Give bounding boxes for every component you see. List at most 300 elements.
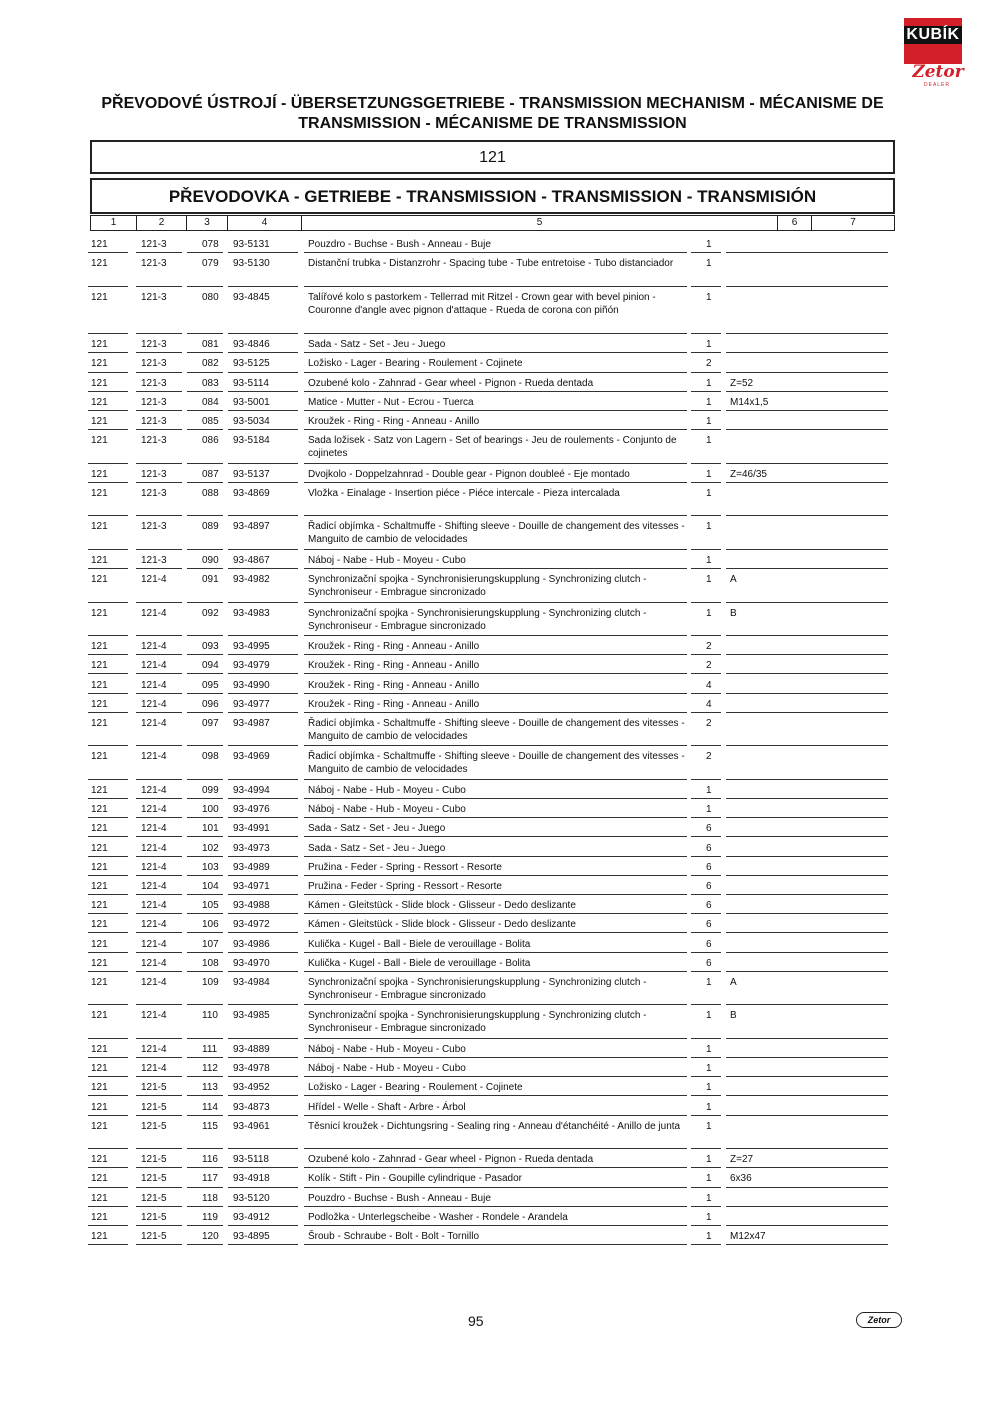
quantity-cell: 2 bbox=[706, 717, 712, 729]
subgroup-cell: 121-4 bbox=[141, 751, 167, 763]
position-cell: 100 bbox=[202, 804, 219, 816]
subgroup-cell: 121-4 bbox=[141, 660, 167, 672]
quantity-cell: 1 bbox=[706, 1010, 712, 1022]
table-row bbox=[0, 914, 991, 933]
part-number-cell: 93-4971 bbox=[233, 880, 270, 892]
subgroup-cell: 121-5 bbox=[141, 1082, 167, 1094]
position-cell: 113 bbox=[202, 1082, 218, 1094]
subgroup-cell: 121-3 bbox=[141, 435, 167, 447]
quantity-cell: 6 bbox=[706, 861, 712, 873]
part-number-cell: 93-4978 bbox=[233, 1063, 270, 1075]
part-number-cell: 93-4979 bbox=[233, 660, 270, 672]
part-number-cell: 93-4989 bbox=[233, 861, 270, 873]
table-row bbox=[0, 655, 991, 674]
group-cell: 121 bbox=[91, 1082, 108, 1094]
description-cell: Matice - Mutter - Nut - Ecrou - Tuerca bbox=[308, 396, 474, 408]
part-number-cell: 93-5130 bbox=[233, 258, 270, 270]
zetor-footer-logo: Zetor bbox=[856, 1312, 902, 1328]
description-cell: Distanční trubka - Distanzrohr - Spacing tube - Tube entretoise - Tubo distanciador bbox=[308, 258, 674, 270]
description-cell: Ložisko - Lager - Bearing - Roulement - Cojinete bbox=[308, 1082, 523, 1094]
description-cell: Kroužek - Ring - Ring - Anneau - Anillo bbox=[308, 641, 480, 653]
group-cell: 121 bbox=[91, 976, 108, 988]
position-cell: 106 bbox=[202, 919, 219, 931]
table-row bbox=[0, 287, 991, 335]
position-cell: 091 bbox=[202, 574, 219, 586]
position-cell: 090 bbox=[202, 554, 219, 566]
position-cell: 093 bbox=[202, 641, 219, 653]
subgroup-cell: 121-4 bbox=[141, 641, 167, 653]
position-cell: 101 bbox=[202, 823, 219, 835]
group-cell: 121 bbox=[91, 900, 108, 912]
description-cell: Náboj - Nabe - Hub - Moyeu - Cubo bbox=[308, 1043, 466, 1055]
table-row bbox=[0, 464, 991, 483]
table-row bbox=[0, 953, 991, 972]
group-cell: 121 bbox=[91, 468, 108, 480]
part-number-cell: 93-4976 bbox=[233, 804, 270, 816]
subgroup-cell: 121-4 bbox=[141, 919, 167, 931]
description-cell: Kroužek - Ring - Ring - Anneau - Anillo bbox=[308, 660, 480, 672]
kubik-zetor-logo bbox=[904, 18, 966, 88]
quantity-cell: 1 bbox=[706, 1082, 712, 1094]
group-cell: 121 bbox=[91, 607, 108, 619]
part-number-cell: 93-4977 bbox=[233, 698, 270, 710]
quantity-cell: 2 bbox=[706, 751, 712, 763]
group-cell: 121 bbox=[91, 679, 108, 691]
group-cell: 121 bbox=[91, 554, 108, 566]
part-number-cell: 93-4912 bbox=[233, 1211, 270, 1223]
kubik-logo-text: KUBÍK bbox=[904, 26, 962, 44]
part-number-cell: 93-4897 bbox=[233, 521, 270, 533]
table-row bbox=[0, 334, 991, 353]
position-cell: 108 bbox=[202, 957, 219, 969]
description-cell: Sada - Satz - Set - Jeu - Juego bbox=[308, 842, 446, 854]
quantity-cell: 1 bbox=[706, 396, 712, 408]
subgroup-cell: 121-4 bbox=[141, 1010, 167, 1022]
subgroup-cell: 121-4 bbox=[141, 976, 167, 988]
subgroup-cell: 121-3 bbox=[141, 239, 167, 250]
description-cell: Kroužek - Ring - Ring - Anneau - Anillo bbox=[308, 416, 480, 427]
position-cell: 084 bbox=[202, 396, 219, 408]
position-cell: 099 bbox=[202, 784, 219, 796]
group-cell: 121 bbox=[91, 1010, 108, 1022]
part-number-cell: 93-4867 bbox=[233, 554, 270, 566]
quantity-cell: 2 bbox=[706, 660, 712, 672]
column-header-4: 4 bbox=[228, 216, 302, 230]
subgroup-cell: 121-3 bbox=[141, 291, 167, 303]
table-row bbox=[0, 1226, 991, 1245]
row-underline bbox=[228, 1244, 298, 1245]
description-cell: Vložka - Einalage - Insertion piéce - Piéce intercale - Pieza intercalada bbox=[308, 487, 620, 499]
description-cell: Pouzdro - Buchse - Bush - Anneau - Buje bbox=[308, 1192, 491, 1204]
quantity-cell: 6 bbox=[706, 880, 712, 892]
quantity-cell: 1 bbox=[706, 1063, 712, 1075]
group-cell: 121 bbox=[91, 641, 108, 653]
description-cell: Dvojkolo - Doppelzahnrad - Double gear - Pignon doubleé - Eje montado bbox=[308, 468, 630, 480]
position-cell: 082 bbox=[202, 358, 219, 370]
group-number-box bbox=[90, 140, 895, 174]
subgroup-cell: 121-5 bbox=[141, 1154, 167, 1166]
subgroup-cell: 121-4 bbox=[141, 679, 167, 691]
position-cell: 102 bbox=[202, 842, 219, 854]
description-cell: Kulička - Kugel - Ball - Biele de verouillage - Bolita bbox=[308, 938, 531, 950]
subgroup-cell: 121-5 bbox=[141, 1231, 167, 1242]
section-title: PŘEVODOVKA - GETRIEBE - TRANSMISSION - TRANSMISSION - TRANSMISIÓN bbox=[168, 187, 817, 206]
position-cell: 087 bbox=[202, 468, 219, 480]
position-cell: 088 bbox=[202, 487, 219, 499]
column-header-5: 5 bbox=[302, 216, 778, 230]
page-number: 95 bbox=[468, 1313, 484, 1329]
table-row bbox=[0, 1058, 991, 1077]
group-cell: 121 bbox=[91, 1231, 108, 1242]
table-row bbox=[0, 895, 991, 914]
part-number-cell: 93-4918 bbox=[233, 1173, 270, 1185]
subgroup-cell: 121-3 bbox=[141, 487, 167, 499]
note-cell: B bbox=[730, 607, 737, 619]
part-number-cell: 93-5034 bbox=[233, 416, 270, 427]
quantity-cell: 6 bbox=[706, 919, 712, 931]
part-number-cell: 93-4991 bbox=[233, 823, 270, 835]
description-cell: Synchronizační spojka - Synchronisierungskupplung - Synchronizing clutch - Synchroniseur - Embrague sincronizado bbox=[308, 607, 647, 632]
subgroup-cell: 121-4 bbox=[141, 861, 167, 873]
table-row bbox=[0, 1039, 991, 1058]
column-header-2: 2 bbox=[137, 216, 187, 230]
quantity-cell: 1 bbox=[706, 804, 712, 816]
subgroup-cell: 121-3 bbox=[141, 358, 167, 370]
group-cell: 121 bbox=[91, 291, 108, 303]
position-cell: 098 bbox=[202, 751, 219, 763]
group-cell: 121 bbox=[91, 1101, 108, 1113]
description-cell: Synchronizační spojka - Synchronisierungskupplung - Synchronizing clutch - Synchroniseur - Embrague sincronizado bbox=[308, 574, 647, 599]
quantity-cell: 1 bbox=[706, 1211, 712, 1223]
quantity-cell: 2 bbox=[706, 641, 712, 653]
position-cell: 092 bbox=[202, 607, 219, 619]
quantity-cell: 1 bbox=[706, 976, 712, 988]
table-row bbox=[0, 857, 991, 876]
description-cell: Hřídel - Welle - Shaft - Arbre - Árbol bbox=[308, 1101, 466, 1113]
quantity-cell: 6 bbox=[706, 900, 712, 912]
part-number-cell: 93-4982 bbox=[233, 574, 270, 586]
group-cell: 121 bbox=[91, 377, 108, 389]
part-number-cell: 93-4986 bbox=[233, 938, 270, 950]
table-row bbox=[0, 1077, 991, 1096]
section-title-box bbox=[90, 178, 895, 214]
part-number-cell: 93-4970 bbox=[233, 957, 270, 969]
note-cell: B bbox=[730, 1010, 737, 1022]
group-number: 121 bbox=[479, 149, 506, 166]
subgroup-cell: 121-4 bbox=[141, 1063, 167, 1075]
quantity-cell: 1 bbox=[706, 487, 712, 499]
part-number-cell: 93-4961 bbox=[233, 1120, 270, 1132]
quantity-cell: 1 bbox=[706, 339, 712, 351]
quantity-cell: 1 bbox=[706, 1173, 712, 1185]
position-cell: 117 bbox=[202, 1173, 218, 1185]
subgroup-cell: 121-3 bbox=[141, 554, 167, 566]
table-row bbox=[0, 972, 991, 1006]
part-number-cell: 93-4972 bbox=[233, 919, 270, 931]
quantity-cell: 1 bbox=[706, 239, 712, 250]
position-cell: 105 bbox=[202, 900, 219, 912]
description-cell: Kulička - Kugel - Ball - Biele de verouillage - Bolita bbox=[308, 957, 531, 969]
description-cell: Synchronizační spojka - Synchronisierungskupplung - Synchronizing clutch - Synchroniseur - Embrague sincronizado bbox=[308, 976, 647, 1001]
table-row bbox=[0, 694, 991, 713]
subgroup-cell: 121-4 bbox=[141, 823, 167, 835]
description-cell: Kroužek - Ring - Ring - Anneau - Anillo bbox=[308, 698, 480, 710]
position-cell: 118 bbox=[202, 1192, 218, 1204]
subgroup-cell: 121-4 bbox=[141, 717, 167, 729]
quantity-cell: 1 bbox=[706, 521, 712, 533]
part-number-cell: 93-5131 bbox=[233, 239, 270, 250]
table-row bbox=[0, 780, 991, 799]
position-cell: 078 bbox=[202, 239, 219, 250]
position-cell: 114 bbox=[202, 1101, 218, 1113]
description-cell: Sada - Satz - Set - Jeu - Juego bbox=[308, 339, 446, 351]
table-row bbox=[0, 636, 991, 655]
note-cell: Z=52 bbox=[730, 377, 754, 389]
part-number-cell: 93-5120 bbox=[233, 1192, 270, 1204]
quantity-cell: 6 bbox=[706, 938, 712, 950]
quantity-cell: 1 bbox=[706, 416, 712, 427]
quantity-cell: 1 bbox=[706, 1192, 712, 1204]
part-number-cell: 93-5137 bbox=[233, 468, 270, 480]
quantity-cell: 1 bbox=[706, 784, 712, 796]
part-number-cell: 93-5114 bbox=[233, 377, 269, 389]
table-row bbox=[0, 411, 991, 430]
group-cell: 121 bbox=[91, 339, 108, 351]
subgroup-cell: 121-5 bbox=[141, 1120, 167, 1132]
quantity-cell: 1 bbox=[706, 1043, 712, 1055]
subgroup-cell: 121-4 bbox=[141, 804, 167, 816]
group-cell: 121 bbox=[91, 1192, 108, 1204]
group-cell: 121 bbox=[91, 239, 108, 250]
part-number-cell: 93-4889 bbox=[233, 1043, 270, 1055]
column-header-1: 1 bbox=[91, 216, 137, 230]
group-cell: 121 bbox=[91, 698, 108, 710]
description-cell: Ložisko - Lager - Bearing - Roulement - Cojinete bbox=[308, 358, 523, 370]
position-cell: 115 bbox=[202, 1120, 218, 1132]
row-underline bbox=[726, 1244, 888, 1245]
description-cell: Náboj - Nabe - Hub - Moyeu - Cubo bbox=[308, 804, 466, 816]
note-cell: Z=27 bbox=[730, 1154, 754, 1166]
position-cell: 081 bbox=[202, 339, 219, 351]
group-cell: 121 bbox=[91, 574, 108, 586]
table-row bbox=[0, 1005, 991, 1039]
group-cell: 121 bbox=[91, 1211, 108, 1223]
quantity-cell: 4 bbox=[706, 698, 712, 710]
position-cell: 104 bbox=[202, 880, 219, 892]
quantity-cell: 1 bbox=[706, 1231, 712, 1242]
part-number-cell: 93-4994 bbox=[233, 784, 270, 796]
part-number-cell: 93-4845 bbox=[233, 291, 270, 303]
description-cell: Kolík - Stift - Pin - Goupille cylindrique - Pasador bbox=[308, 1173, 522, 1185]
group-cell: 121 bbox=[91, 396, 108, 408]
group-cell: 121 bbox=[91, 784, 108, 796]
part-number-cell: 93-4873 bbox=[233, 1101, 270, 1113]
description-cell: Řadicí objímka - Schaltmuffe - Shifting sleeve - Douille de changement des vitesses - Manguito de cambio de velocidades bbox=[308, 521, 685, 546]
table-row bbox=[0, 1207, 991, 1226]
description-cell: Ozubené kolo - Zahnrad - Gear wheel - Pignon - Rueda dentada bbox=[308, 1154, 594, 1166]
note-cell: 6x36 bbox=[730, 1173, 752, 1185]
description-cell: Sada - Satz - Set - Jeu - Juego bbox=[308, 823, 446, 835]
group-cell: 121 bbox=[91, 1173, 108, 1185]
subgroup-cell: 121-5 bbox=[141, 1101, 167, 1113]
column-header-7: 7 bbox=[850, 217, 856, 228]
table-row bbox=[0, 569, 991, 603]
table-row bbox=[0, 603, 991, 637]
note-cell: Z=46/35 bbox=[730, 468, 767, 480]
table-row bbox=[0, 392, 991, 411]
column-header-6: 6 bbox=[778, 216, 812, 230]
group-cell: 121 bbox=[91, 521, 108, 533]
part-number-cell: 93-5184 bbox=[233, 435, 270, 447]
description-cell: Náboj - Nabe - Hub - Moyeu - Cubo bbox=[308, 554, 466, 566]
note-cell: M14x1,5 bbox=[730, 396, 769, 408]
row-underline bbox=[304, 1244, 687, 1245]
subgroup-cell: 121-3 bbox=[141, 339, 167, 351]
quantity-cell: 1 bbox=[706, 377, 712, 389]
table-row bbox=[0, 353, 991, 372]
group-cell: 121 bbox=[91, 751, 108, 763]
table-row bbox=[0, 1116, 991, 1150]
position-cell: 119 bbox=[202, 1211, 218, 1223]
table-row bbox=[0, 1097, 991, 1116]
quantity-cell: 6 bbox=[706, 842, 712, 854]
note-cell: A bbox=[730, 976, 737, 988]
row-underline bbox=[691, 1244, 721, 1245]
position-cell: 079 bbox=[202, 258, 219, 270]
dealer-label: DEALER bbox=[924, 82, 951, 88]
column-header-row bbox=[90, 215, 895, 231]
position-cell: 086 bbox=[202, 435, 219, 447]
group-cell: 121 bbox=[91, 660, 108, 672]
table-row bbox=[0, 675, 991, 694]
description-cell: Řadicí objímka - Schaltmuffe - Shifting sleeve - Douille de changement des vitesses - Manguito de cambio de velocidades bbox=[308, 751, 685, 776]
subgroup-cell: 121-3 bbox=[141, 377, 167, 389]
position-cell: 112 bbox=[202, 1063, 218, 1075]
position-cell: 094 bbox=[202, 660, 219, 672]
subgroup-cell: 121-4 bbox=[141, 698, 167, 710]
row-underline bbox=[187, 1244, 223, 1245]
position-cell: 103 bbox=[202, 861, 219, 873]
note-cell: M12x47 bbox=[730, 1231, 766, 1242]
table-row bbox=[0, 1168, 991, 1187]
part-number-cell: 93-4973 bbox=[233, 842, 270, 854]
page-title bbox=[95, 94, 890, 134]
quantity-cell: 1 bbox=[706, 291, 712, 303]
subgroup-cell: 121-4 bbox=[141, 880, 167, 892]
description-cell: Kámen - Gleitstück - Slide block - Glisseur - Dedo deslizante bbox=[308, 919, 576, 931]
part-number-cell: 93-4983 bbox=[233, 607, 270, 619]
group-cell: 121 bbox=[91, 861, 108, 873]
part-number-cell: 93-4895 bbox=[233, 1231, 270, 1242]
position-cell: 116 bbox=[202, 1154, 218, 1166]
description-cell: Kroužek - Ring - Ring - Anneau - Anillo bbox=[308, 679, 480, 691]
group-cell: 121 bbox=[91, 842, 108, 854]
subgroup-cell: 121-4 bbox=[141, 900, 167, 912]
quantity-cell: 1 bbox=[706, 1154, 712, 1166]
subgroup-cell: 121-4 bbox=[141, 842, 167, 854]
quantity-cell: 6 bbox=[706, 957, 712, 969]
row-underline bbox=[88, 1244, 128, 1245]
subgroup-cell: 121-3 bbox=[141, 521, 167, 533]
column-header-3: 3 bbox=[187, 216, 228, 230]
part-number-cell: 93-4995 bbox=[233, 641, 270, 653]
position-cell: 080 bbox=[202, 291, 219, 303]
position-cell: 111 bbox=[202, 1043, 218, 1055]
table-row bbox=[0, 934, 991, 953]
part-number-cell: 93-4869 bbox=[233, 487, 270, 499]
subgroup-cell: 121-5 bbox=[141, 1173, 167, 1185]
position-cell: 089 bbox=[202, 521, 219, 533]
table-row bbox=[0, 818, 991, 837]
description-cell: Řadicí objímka - Schaltmuffe - Shifting sleeve - Douille de changement des vitesses - Manguito de cambio de velocidades bbox=[308, 717, 685, 742]
position-cell: 109 bbox=[202, 976, 219, 988]
quantity-cell: 6 bbox=[706, 823, 712, 835]
table-row bbox=[0, 234, 991, 253]
part-number-cell: 93-4846 bbox=[233, 339, 270, 351]
quantity-cell: 4 bbox=[706, 679, 712, 691]
row-underline bbox=[136, 1244, 182, 1245]
table-row bbox=[0, 516, 991, 550]
description-cell: Ozubené kolo - Zahnrad - Gear wheel - Pignon - Rueda dentada bbox=[308, 377, 594, 389]
group-cell: 121 bbox=[91, 1154, 108, 1166]
group-cell: 121 bbox=[91, 435, 108, 447]
description-cell: Šroub - Schraube - Bolt - Bolt - Tornillo bbox=[308, 1231, 480, 1242]
description-cell: Sada ložisek - Satz von Lagern - Set of bearings - Jeu de roulements - Conjunto de cojinetes bbox=[308, 435, 677, 460]
page-title-line-2: TRANSMISSION - MÉCANISME DE TRANSMISSION bbox=[298, 115, 687, 132]
group-cell: 121 bbox=[91, 416, 108, 427]
table-row bbox=[0, 253, 991, 287]
table-row bbox=[0, 1149, 991, 1168]
note-cell: A bbox=[730, 574, 737, 586]
description-cell: Kámen - Gleitstück - Slide block - Glisseur - Dedo deslizante bbox=[308, 900, 576, 912]
quantity-cell: 1 bbox=[706, 435, 712, 447]
quantity-cell: 1 bbox=[706, 1101, 712, 1113]
part-number-cell: 93-5125 bbox=[233, 358, 270, 370]
position-cell: 120 bbox=[202, 1231, 219, 1242]
table-row bbox=[0, 713, 991, 747]
quantity-cell: 1 bbox=[706, 258, 712, 270]
group-cell: 121 bbox=[91, 1043, 108, 1055]
subgroup-cell: 121-4 bbox=[141, 1043, 167, 1055]
table-row bbox=[0, 483, 991, 517]
subgroup-cell: 121-3 bbox=[141, 416, 167, 427]
quantity-cell: 1 bbox=[706, 607, 712, 619]
part-number-cell: 93-4985 bbox=[233, 1010, 270, 1022]
group-cell: 121 bbox=[91, 823, 108, 835]
subgroup-cell: 121-4 bbox=[141, 607, 167, 619]
table-row bbox=[0, 430, 991, 464]
table-row bbox=[0, 838, 991, 857]
subgroup-cell: 121-3 bbox=[141, 396, 167, 408]
table-row bbox=[0, 1188, 991, 1207]
description-cell: Náboj - Nabe - Hub - Moyeu - Cubo bbox=[308, 784, 466, 796]
position-cell: 085 bbox=[202, 416, 219, 427]
part-number-cell: 93-4987 bbox=[233, 717, 270, 729]
quantity-cell: 1 bbox=[706, 574, 712, 586]
group-cell: 121 bbox=[91, 1063, 108, 1075]
table-row bbox=[0, 746, 991, 780]
subgroup-cell: 121-4 bbox=[141, 957, 167, 969]
table-row bbox=[0, 876, 991, 895]
description-cell: Pouzdro - Buchse - Bush - Anneau - Buje bbox=[308, 239, 491, 250]
description-cell: Pružina - Feder - Spring - Ressort - Resorte bbox=[308, 861, 502, 873]
quantity-cell: 1 bbox=[706, 1120, 712, 1132]
part-number-cell: 93-4988 bbox=[233, 900, 270, 912]
position-cell: 095 bbox=[202, 679, 219, 691]
table-row bbox=[0, 373, 991, 392]
subgroup-cell: 121-5 bbox=[141, 1192, 167, 1204]
group-cell: 121 bbox=[91, 258, 108, 270]
